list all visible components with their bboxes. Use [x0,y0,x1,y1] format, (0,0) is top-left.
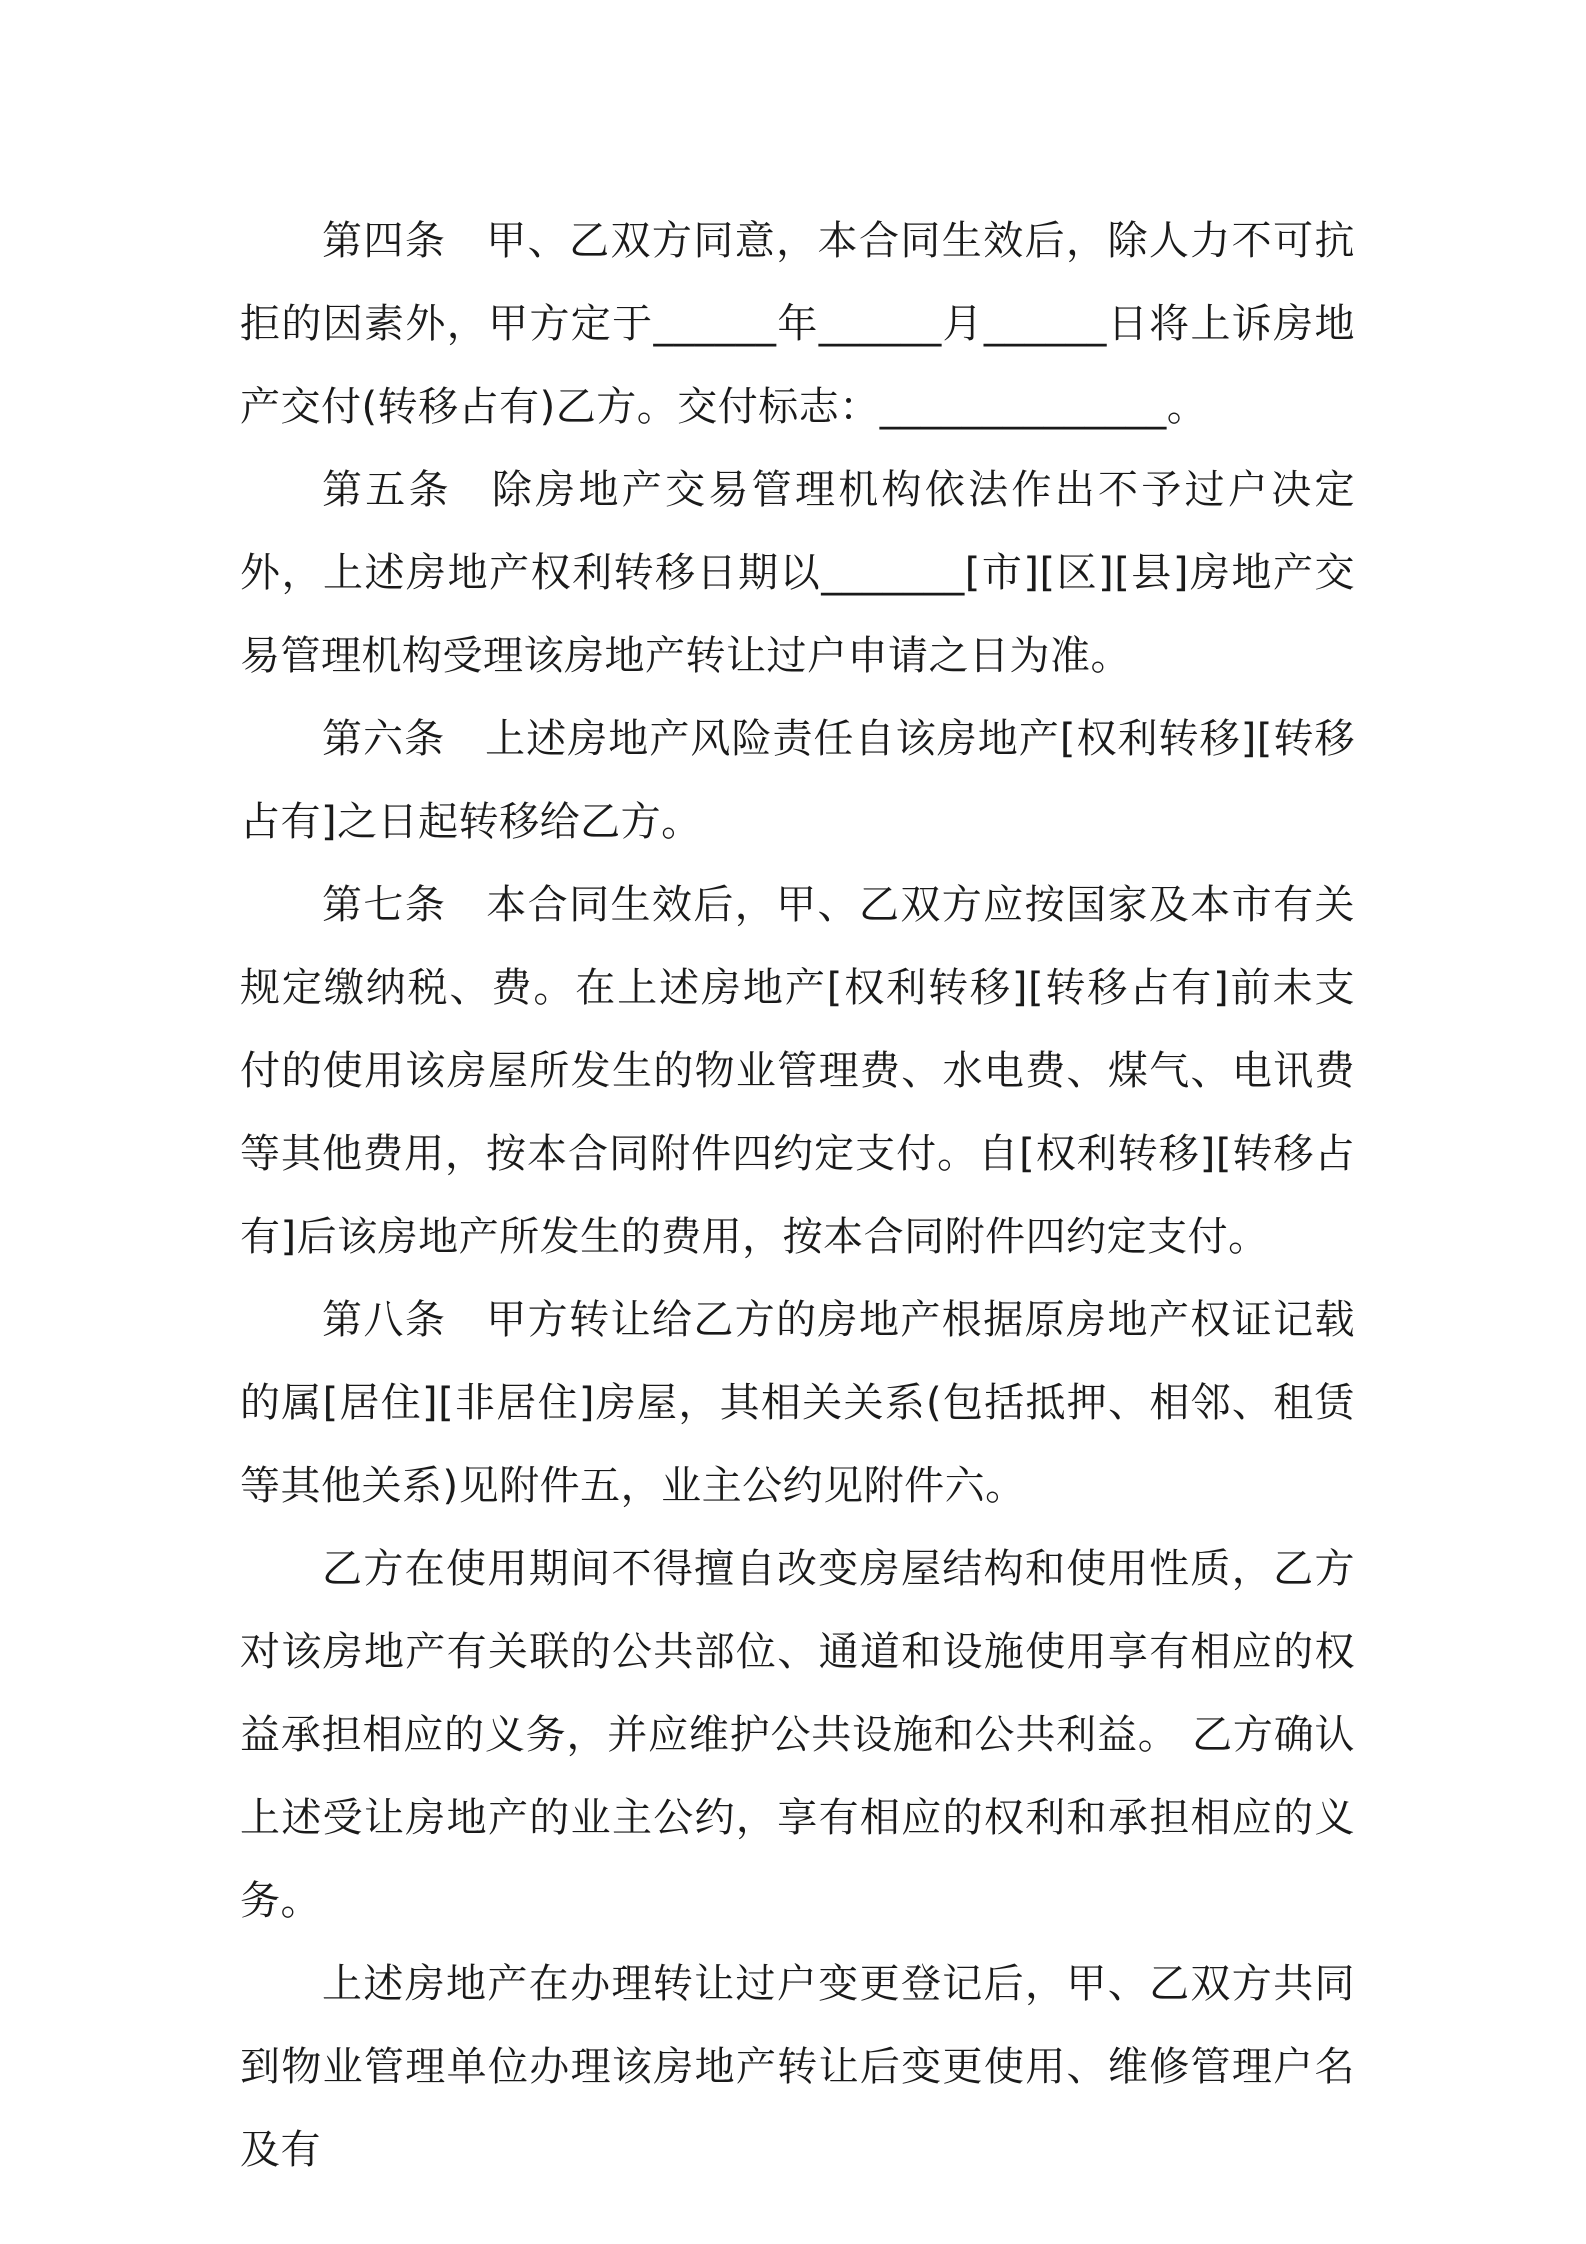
clause-5 [240,449,1355,698]
clause-text: 甲方转让给乙方的房地产根据原房地产权证记载的属[居住][非居住]房屋，其相关关系(包括抵押、相邻、租赁等其他关系)见附件五，业主公约见附件六。 [240,1297,1356,1509]
clause-text: 除房地产交易管理机构依法作出不予过户决定外，上述房地产权利转移日期以_______[市][区][县]房地产交易管理机构受理该房地产转让过户申请之日为准。 [240,467,1356,679]
clause-label: 第七条 [322,882,447,928]
clause-label: 第四条 [322,218,447,264]
clause-8 [240,1279,1355,1528]
clause-text: 本合同生效后，甲、乙双方应按国家及本市有关规定缴纳税、费。在上述房地产[权利转移][转移占有]前未支付的使用该房屋所发生的物业管理费、水电费、煤气、电讯费等其他费用，按本合同附件四约定支付。自[权利转移][转移占有]后该房地产所发生的费用，按本合同附件四约定支付。 [240,882,1356,1260]
clause-text: 甲、乙双方同意，本合同生效后，除人力不可抗拒的因素外，甲方定于______年______月______日将上诉房地产交付(转移占有)乙方。交付标志：______________。 [240,218,1356,430]
paragraph-buyer-obligations: 乙方在使用期间不得擅自改变房屋结构和使用性质，乙方对该房地产有关联的公共部位、通道和设施使用享有相应的权益承担相应的义务，并应维护公共设施和公共利益。 乙方确认上述受让房地产的业主公约，享有相应的权利和承担相应的义务。 [240,1546,1355,1924]
clause-4 [240,200,1355,449]
contract-page [240,200,1355,2192]
clause-label: 第五条 [322,467,452,513]
clause-label: 第六条 [322,716,446,762]
clause-label: 第八条 [322,1297,447,1343]
clause-text: 上述房地产风险责任自该房地产[权利转移][转移占有]之日起转移给乙方。 [240,716,1355,845]
paragraph-property-management: 上述房地产在办理转让过户变更登记后，甲、乙双方共同到物业管理单位办理该房地产转让后变更使用、维修管理户名及有 [240,1961,1355,2173]
clause-7 [240,864,1355,1279]
clause-6 [240,698,1355,864]
